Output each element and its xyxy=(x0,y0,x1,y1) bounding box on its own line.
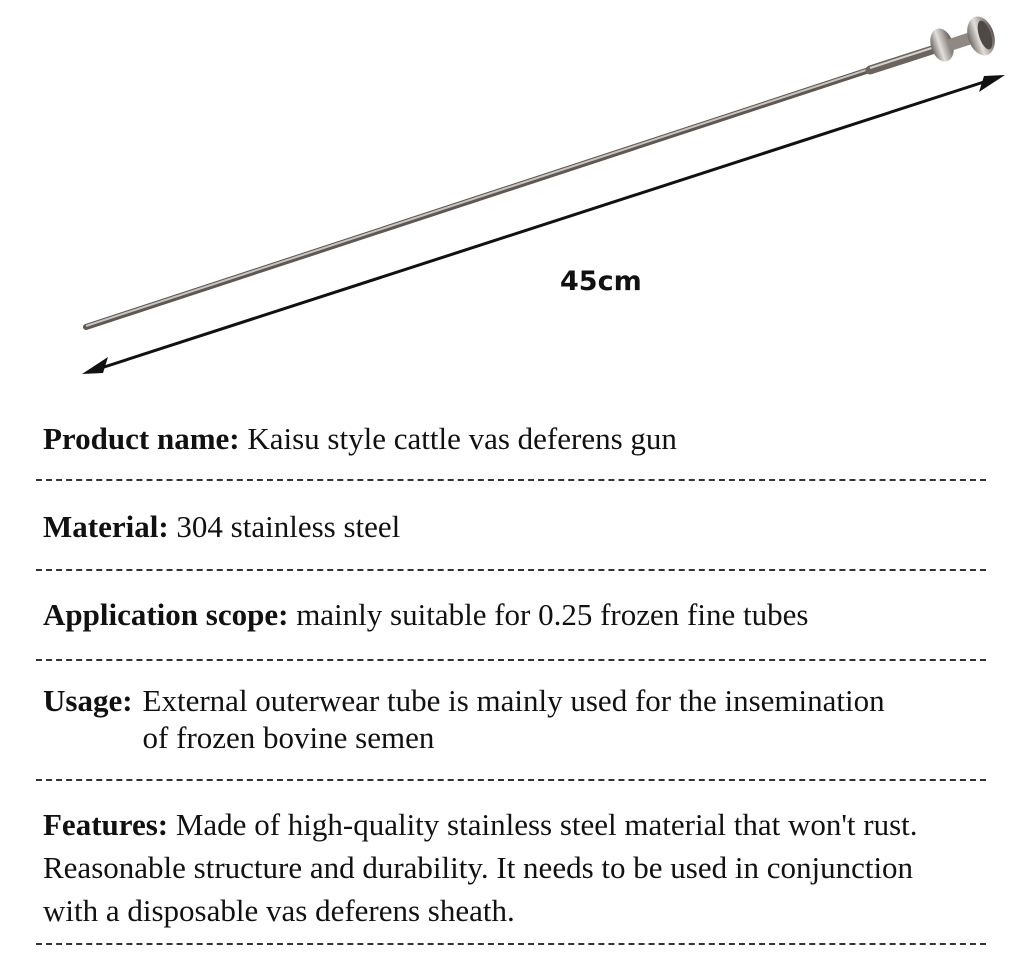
insemination-gun-rod-icon xyxy=(86,13,1000,327)
spec-features xyxy=(43,803,975,932)
spec-value: 304 stainless steel xyxy=(176,509,401,544)
product-illustration xyxy=(0,0,1025,400)
spec-label: Application scope: xyxy=(43,597,289,632)
spec-value: mainly suitable for 0.25 frozen fine tubes xyxy=(296,597,809,632)
spec-label: Features: xyxy=(43,807,169,842)
spec-label: Material: xyxy=(43,509,169,544)
divider xyxy=(36,779,986,781)
spec-product-name xyxy=(43,420,985,457)
divider xyxy=(36,659,986,661)
spec-label: Product name: xyxy=(43,421,240,456)
spec-value: Made of high-quality stainless steel material that won't rust. Reasonable structure and durability. It needs to be used in conjunction with a disposable vas deferens sheath. xyxy=(43,807,918,928)
dimension-label: 45cm xyxy=(560,266,642,297)
spec-value: External outerwear tube is mainly used for the insemination of frozen bovine semen xyxy=(142,683,885,755)
spec-label: Usage: xyxy=(43,683,133,718)
divider xyxy=(36,479,986,481)
divider xyxy=(36,569,986,571)
double-headed-arrow-icon xyxy=(82,75,1005,374)
spec-value: Kaisu style cattle vas deferens gun xyxy=(247,421,677,456)
divider xyxy=(36,943,986,945)
spec-usage xyxy=(43,682,905,756)
spec-material xyxy=(43,508,985,545)
spec-application-scope xyxy=(43,596,985,633)
